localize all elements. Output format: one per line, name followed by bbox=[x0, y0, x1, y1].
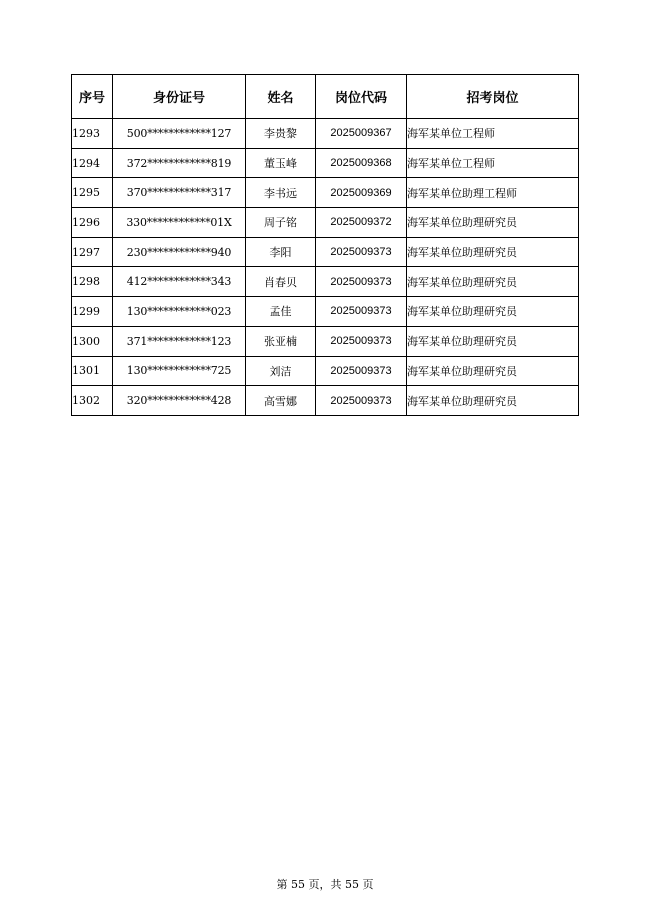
table-row bbox=[72, 119, 579, 149]
cell-seq: 1294 bbox=[72, 148, 113, 178]
cell-position: 海军某单位助理研究员 bbox=[407, 208, 579, 238]
cell-name: 李阳 bbox=[246, 237, 316, 267]
cell-id-number: 370************317 bbox=[113, 178, 246, 208]
cell-id-number: 230************940 bbox=[113, 237, 246, 267]
cell-name: 李贵黎 bbox=[246, 119, 316, 149]
cell-position-code: 2025009373 bbox=[316, 386, 407, 416]
header-position: 招考岗位 bbox=[407, 75, 579, 119]
cell-position: 海军某单位助理研究员 bbox=[407, 297, 579, 327]
header-seq: 序号 bbox=[72, 75, 113, 119]
table-row bbox=[72, 178, 579, 208]
header-row bbox=[72, 75, 579, 119]
cell-seq: 1296 bbox=[72, 208, 113, 238]
cell-id-number: 500************127 bbox=[113, 119, 246, 149]
table-row bbox=[72, 208, 579, 238]
table-row bbox=[72, 148, 579, 178]
cell-name: 高雪娜 bbox=[246, 386, 316, 416]
cell-seq: 1298 bbox=[72, 267, 113, 297]
cell-position: 海军某单位助理研究员 bbox=[407, 326, 579, 356]
cell-id-number: 130************725 bbox=[113, 356, 246, 386]
header-position-code: 岗位代码 bbox=[316, 75, 407, 119]
cell-position-code: 2025009372 bbox=[316, 208, 407, 238]
table-row bbox=[72, 326, 579, 356]
cell-seq: 1293 bbox=[72, 119, 113, 149]
cell-position: 海军某单位助理研究员 bbox=[407, 386, 579, 416]
cell-position: 海军某单位助理研究员 bbox=[407, 267, 579, 297]
cell-id-number: 371************123 bbox=[113, 326, 246, 356]
cell-id-number: 372************819 bbox=[113, 148, 246, 178]
cell-position: 海军某单位工程师 bbox=[407, 148, 579, 178]
cell-seq: 1297 bbox=[72, 237, 113, 267]
cell-position: 海军某单位助理工程师 bbox=[407, 178, 579, 208]
cell-name: 刘洁 bbox=[246, 356, 316, 386]
cell-id-number: 320************428 bbox=[113, 386, 246, 416]
cell-id-number: 330************01X bbox=[113, 208, 246, 238]
cell-position-code: 2025009368 bbox=[316, 148, 407, 178]
cell-position: 海军某单位助理研究员 bbox=[407, 356, 579, 386]
candidate-table bbox=[71, 74, 579, 416]
cell-name: 张亚楠 bbox=[246, 326, 316, 356]
table-body bbox=[72, 119, 579, 416]
cell-seq: 1301 bbox=[72, 356, 113, 386]
cell-seq: 1295 bbox=[72, 178, 113, 208]
table-header bbox=[72, 75, 579, 119]
cell-position-code: 2025009373 bbox=[316, 356, 407, 386]
table-row bbox=[72, 297, 579, 327]
cell-seq: 1300 bbox=[72, 326, 113, 356]
cell-name: 周子铭 bbox=[246, 208, 316, 238]
cell-id-number: 130************023 bbox=[113, 297, 246, 327]
table-row bbox=[72, 237, 579, 267]
cell-position-code: 2025009367 bbox=[316, 119, 407, 149]
cell-position: 海军某单位工程师 bbox=[407, 119, 579, 149]
cell-position-code: 2025009373 bbox=[316, 297, 407, 327]
cell-position-code: 2025009373 bbox=[316, 267, 407, 297]
table-row bbox=[72, 386, 579, 416]
header-id-number: 身份证号 bbox=[113, 75, 246, 119]
table-row bbox=[72, 356, 579, 386]
cell-position-code: 2025009373 bbox=[316, 237, 407, 267]
table-row bbox=[72, 267, 579, 297]
cell-position: 海军某单位助理研究员 bbox=[407, 237, 579, 267]
cell-position-code: 2025009369 bbox=[316, 178, 407, 208]
cell-name: 肖春贝 bbox=[246, 267, 316, 297]
cell-name: 董玉峰 bbox=[246, 148, 316, 178]
cell-name: 孟佳 bbox=[246, 297, 316, 327]
page-number-footer: 第 55 页，共 55 页 bbox=[276, 878, 374, 891]
cell-seq: 1302 bbox=[72, 386, 113, 416]
cell-name: 李书远 bbox=[246, 178, 316, 208]
cell-position-code: 2025009373 bbox=[316, 326, 407, 356]
cell-id-number: 412************343 bbox=[113, 267, 246, 297]
header-name: 姓名 bbox=[246, 75, 316, 119]
cell-seq: 1299 bbox=[72, 297, 113, 327]
